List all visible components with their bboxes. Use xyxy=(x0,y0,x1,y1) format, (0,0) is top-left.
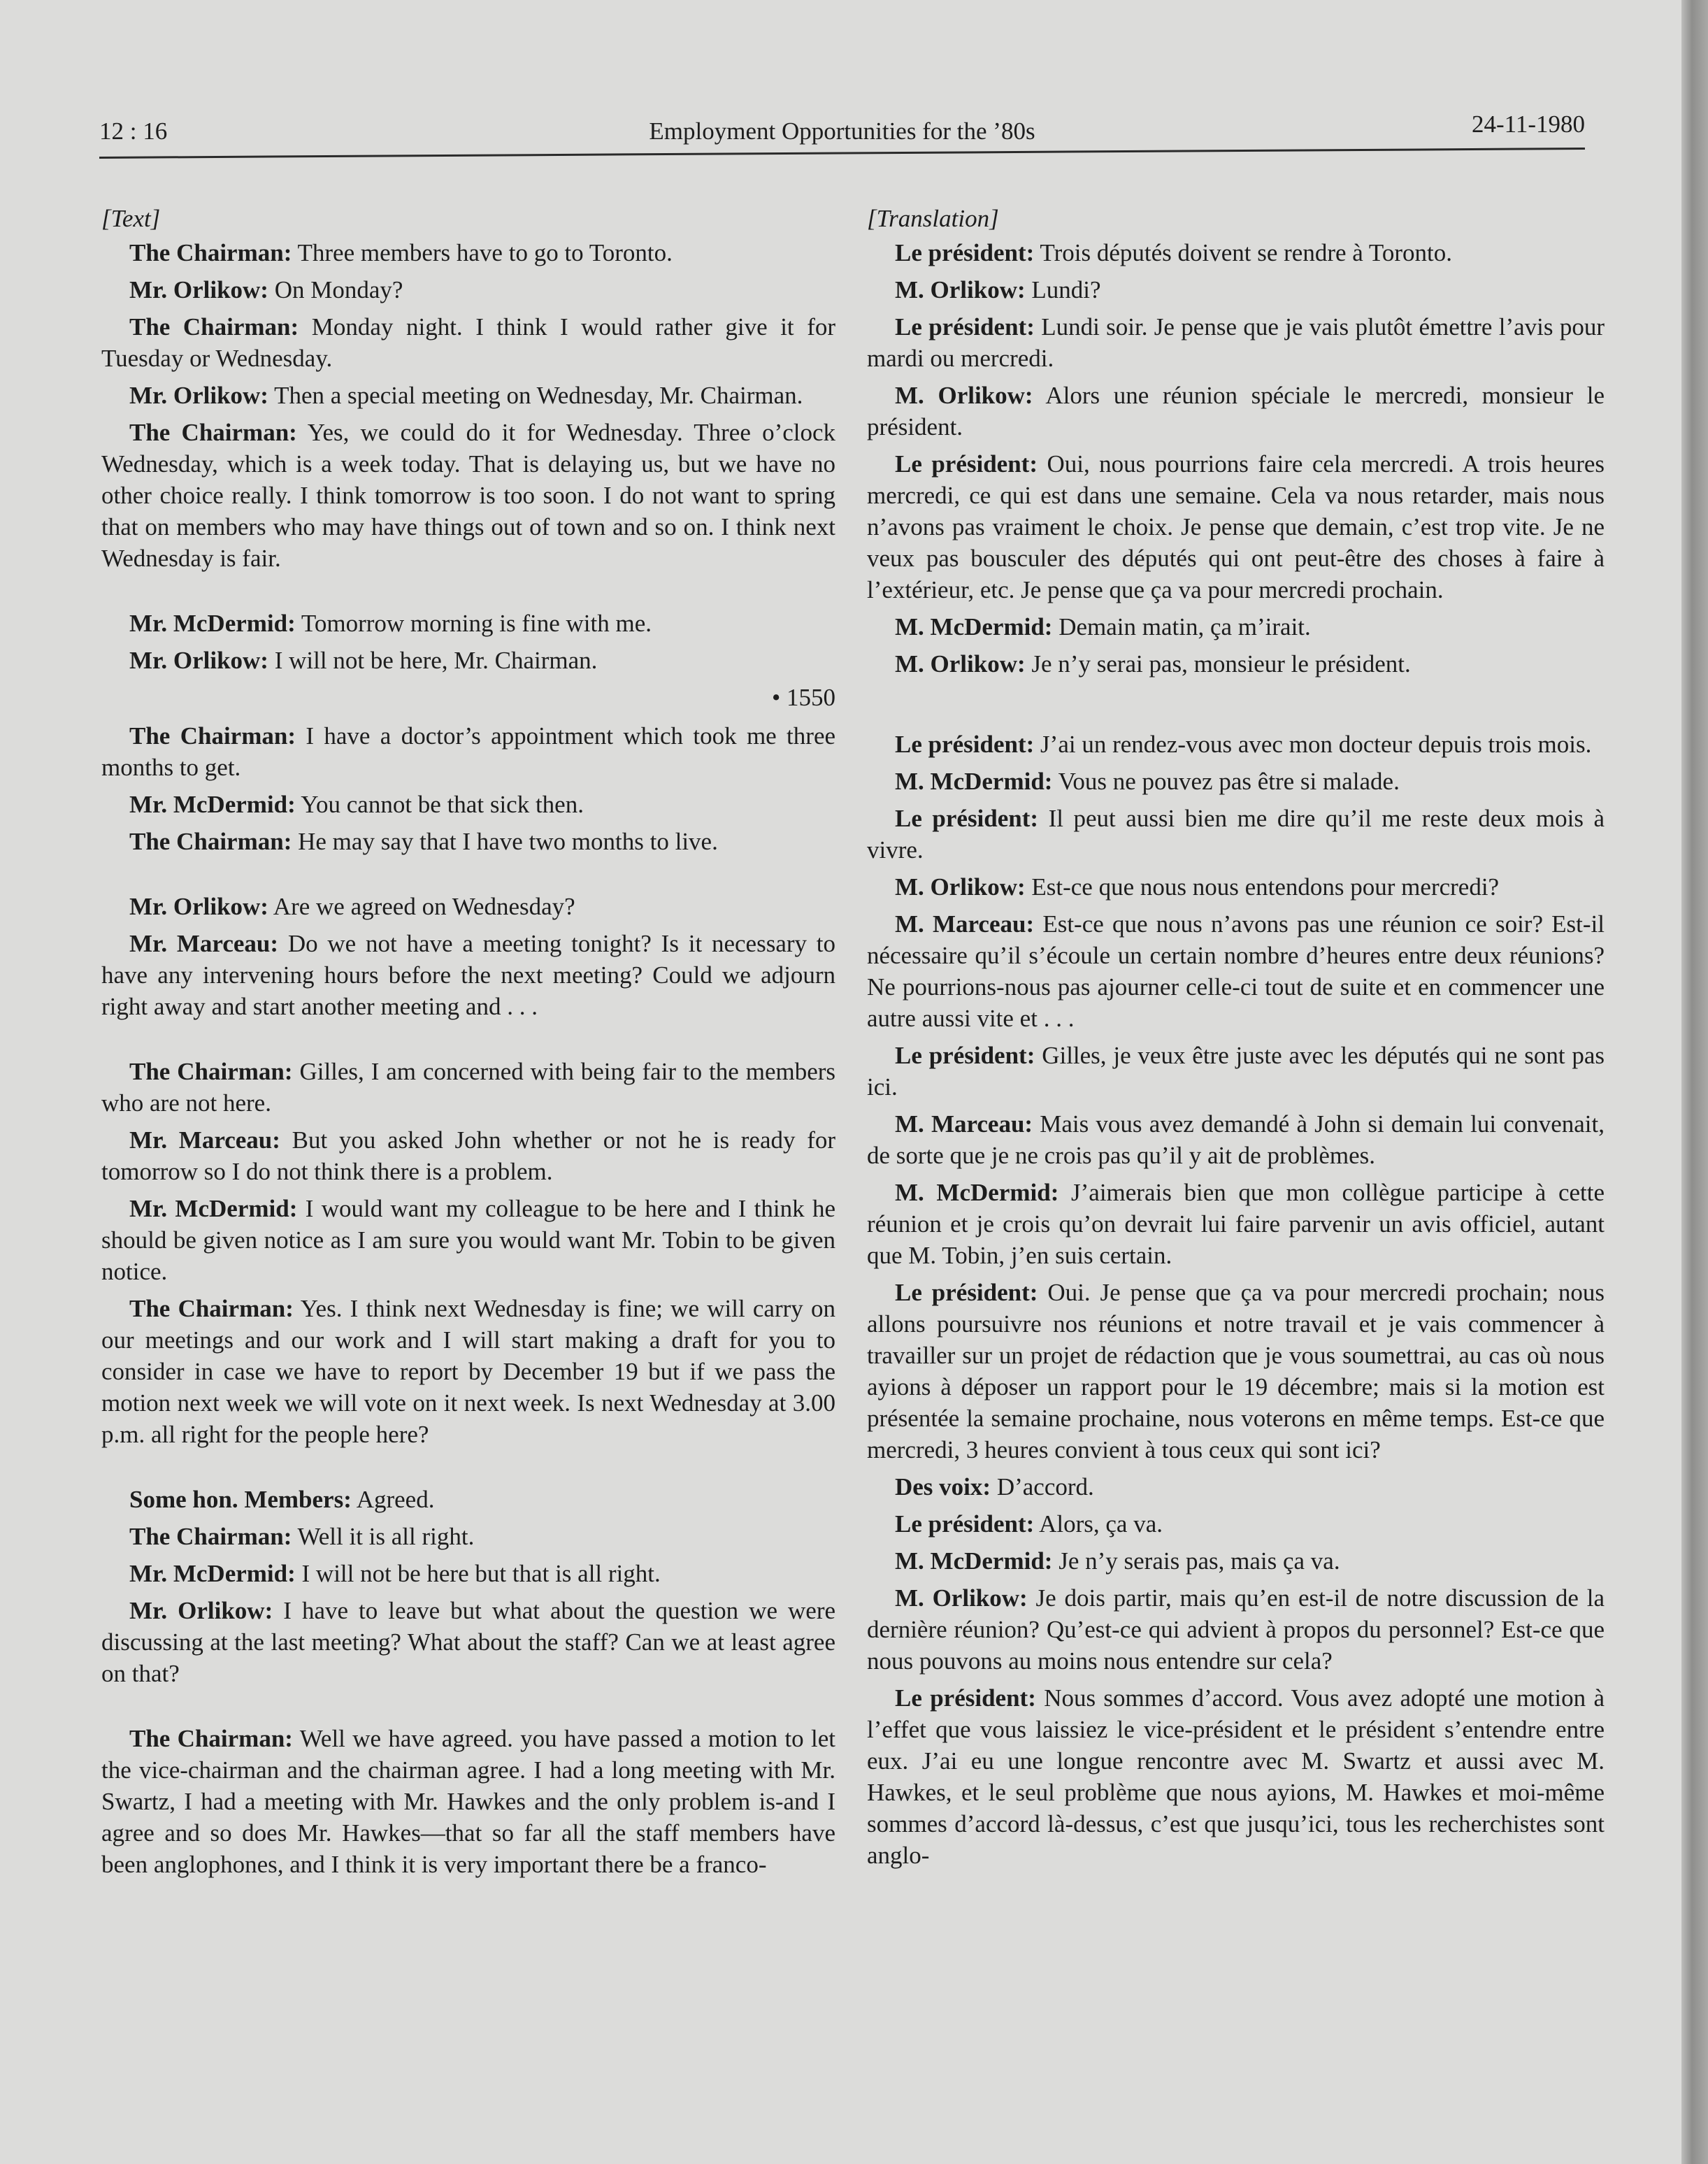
speech-text: I will not be here but that is all right. xyxy=(301,1560,661,1587)
speaker-name: Mr. Orlikow: xyxy=(129,276,268,303)
english-column xyxy=(101,203,835,1886)
speaker-name: Mr. McDermid: xyxy=(129,1195,298,1222)
transcript-entry xyxy=(101,274,835,306)
speech-text: Oui, nous pourrions faire cela mercredi. A trois heures mercredi, ce qui est dans une semaine. Cela va nous retarder, mais nous n’avons pas vraiment le choix. Je pense que demain, c’est trop vite. Je ne veux pas bousculer des députés qui ont peut-être des choses à faire à l’extérieur, etc. Je pense que ça va pour mercredi prochain. xyxy=(867,450,1605,603)
speaker-name: M. McDermid: xyxy=(895,1179,1059,1206)
transcript-entry xyxy=(867,1582,1605,1677)
speaker-name: M. McDermid: xyxy=(895,1547,1053,1575)
speech-text: J’ai un rendez-vous avec mon docteur depuis trois mois. xyxy=(1040,731,1592,758)
time-marker: • 1550 xyxy=(771,684,835,711)
transcript-entry xyxy=(867,611,1605,643)
speaker-name: M. Orlikow: xyxy=(895,1584,1028,1612)
transcript-entry xyxy=(101,417,835,574)
french-column xyxy=(867,203,1605,1877)
speaker-name: Some hon. Members: xyxy=(129,1486,352,1513)
speech-text: J’aimerais bien que mon collègue participe à cette réunion et je crois qu’on devrait lui faire parvenir un avis officiel, autant que M. Tobin, j’en suis certain. xyxy=(867,1179,1605,1269)
speech-text: Well we have agreed. you have passed a motion to let the vice-chairman and the chairman agree. I had a long meeting with Mr. Swartz, I had a meeting with Mr. Hawkes and the only problem is-and I agree and so does Mr. Hawkes—that so far all the staff members have been anglophones, and I think it is very important there be a franco- xyxy=(101,1725,835,1878)
speech-text: On Monday? xyxy=(274,276,403,303)
transcript-entry xyxy=(867,1508,1605,1540)
speech-text: Gilles, I am concerned with being fair to the members who are not here. xyxy=(101,1058,836,1117)
speech-text: Do we not have a meeting tonight? Is it necessary to have any intervening hours before the next meeting? Could we adjourn right away and start another meeting and . . . xyxy=(101,930,836,1020)
speech-text: Yes. I think next Wednesday is fine; we will carry on our meetings and our work and I will start making a draft for you to consider in case we have to report by December 19 but if we pass the motion next week we will vote on it next week. Is next Wednesday at 3.00 p.m. all right for the people here? xyxy=(101,1295,835,1448)
transcript-entry xyxy=(101,1723,835,1880)
transcript-entry xyxy=(101,311,835,374)
speech-text: Nous sommes d’accord. Vous avez adopté une motion à l’effet que vous laissiez le vice-président et le président s’entendre entre eux. J’ai eu une longue rencontre avec M. Swartz et aussi avec M. Hawkes, et le seul problème que nous ayions, M. Hawkes et moi-même sommes d’accord là-dessus, c’est que jusqu’ici, tous les recherchistes sont anglo- xyxy=(867,1684,1605,1869)
speech-text: Oui. Je pense que ça va pour mercredi prochain; nous allons poursuivre nos réunions et notre travail et je vais commencer à travailler sur un projet de rédaction que je vous soumettrai, au cas où nous ayions à déposer un rapport pour le 19 décembre; mais si la motion est présentée la semaine prochaine, nous voterons en même temps. Est-ce que mercredi, 3 heures convient à tous ceux qui sont ici? xyxy=(867,1279,1605,1463)
speech-text: I would want my colleague to be here and I think he should be given notice as I am sure you would want Mr. Tobin to be given notice. xyxy=(101,1195,835,1285)
speech-text: Il peut aussi bien me dire qu’il me reste deux mois à vivre. xyxy=(867,805,1605,864)
speech-text: Est-ce que nous n’avons pas une réunion ce soir? Est-il nécessaire qu’il s’écoule un certain nombre d’heures entre deux réunions? Ne pourrions-nous pas ajourner celle-ci tout de suite et en commencer une autre aussi vite et . . . xyxy=(867,910,1605,1032)
transcript-entry xyxy=(101,380,835,411)
speech-text: Lundi? xyxy=(1031,276,1101,303)
header-date: 24-11-1980 xyxy=(1471,110,1585,138)
column-label-translation: [Translation] xyxy=(867,205,999,232)
speaker-name: Le président: xyxy=(895,1510,1035,1538)
speech-text: Je dois partir, mais qu’en est-il de notre discussion de la dernière réunion? Qu’est-ce qui advient à propos du personnel? Est-ce que nous pouvons au moins nous entendre sur cela? xyxy=(867,1584,1605,1675)
speech-text: Trois députés doivent se rendre à Toronto. xyxy=(1040,239,1452,266)
speech-text: I will not be here, Mr. Chairman. xyxy=(274,647,598,674)
speaker-name: M. Orlikow: xyxy=(895,276,1026,303)
transcript-entry xyxy=(101,1193,835,1287)
speaker-name: Mr. McDermid: xyxy=(129,1560,296,1587)
column-label-text: [Text] xyxy=(101,205,161,232)
speech-text: Three members have to go to Toronto. xyxy=(297,239,673,266)
spacer xyxy=(101,580,835,608)
transcript-entry xyxy=(867,1471,1605,1503)
page-number: 12 : 16 xyxy=(99,117,168,145)
page-header xyxy=(99,105,1585,154)
speech-text: Alors, ça va. xyxy=(1039,1510,1163,1538)
transcript-entry xyxy=(867,311,1605,374)
speaker-name: Le président: xyxy=(895,450,1038,478)
transcript-entry xyxy=(867,448,1605,606)
speech-text: Well it is all right. xyxy=(297,1523,475,1550)
speaker-name: The Chairman: xyxy=(129,313,299,341)
speaker-name: The Chairman: xyxy=(129,1523,292,1550)
speaker-name: Mr. Orlikow: xyxy=(129,647,268,674)
speaker-name: M. Orlikow: xyxy=(895,382,1033,409)
speaker-name: The Chairman: xyxy=(129,419,297,446)
speech-text: Je n’y serais pas, mais ça va. xyxy=(1058,1547,1340,1575)
speaker-name: Le président: xyxy=(895,313,1035,341)
speech-text: Vous ne pouvez pas être si malade. xyxy=(1058,768,1400,795)
transcript-entry xyxy=(867,871,1605,903)
transcript-entry xyxy=(101,608,835,639)
speaker-name: Le président: xyxy=(895,1042,1035,1069)
speech-text: You cannot be that sick then. xyxy=(301,791,584,818)
speaker-name: Le président: xyxy=(895,1279,1038,1306)
speaker-name: M. Marceau: xyxy=(895,1110,1033,1138)
transcript-entry xyxy=(867,908,1605,1034)
speech-text: I have to leave but what about the question we were discussing at the last meeting? What about the staff? Can we at least agree on that? xyxy=(101,1597,836,1687)
speaker-name: Le président: xyxy=(895,731,1035,758)
spacer xyxy=(101,1456,835,1484)
speaker-name: Mr. Orlikow: xyxy=(129,893,268,920)
speech-text: Gilles, je veux être juste avec les députés qui ne sont pas ici. xyxy=(867,1042,1605,1101)
transcript-entry xyxy=(867,648,1605,680)
transcript-entry xyxy=(101,1521,835,1552)
transcript-entry xyxy=(101,928,835,1022)
transcript-entry xyxy=(101,826,835,857)
speech-text: Est-ce que nous nous entendons pour mercredi? xyxy=(1031,873,1500,901)
speech-text: Are we agreed on Wednesday? xyxy=(273,893,575,920)
spacer xyxy=(101,1028,835,1056)
speaker-name: The Chairman: xyxy=(129,1725,293,1752)
speech-text: Agreed. xyxy=(356,1486,435,1513)
speech-text: Lundi soir. Je pense que je vais plutôt émettre l’avis pour mardi ou mercredi. xyxy=(867,313,1605,372)
speaker-name: M. Orlikow: xyxy=(895,650,1026,678)
spacer xyxy=(101,1695,835,1723)
speech-text: Tomorrow morning is fine with me. xyxy=(301,610,652,637)
speaker-name: The Chairman: xyxy=(129,1295,294,1322)
speech-text: Alors une réunion spéciale le mercredi, monsieur le président. xyxy=(867,382,1605,440)
speech-text: Je n’y serai pas, monsieur le président. xyxy=(1031,650,1411,678)
transcript-entry xyxy=(867,274,1605,306)
speaker-name: Des voix: xyxy=(895,1473,991,1500)
speaker-name: Mr. Orlikow: xyxy=(129,382,268,409)
speaker-name: Le président: xyxy=(895,1684,1036,1712)
speaker-name: Le président: xyxy=(895,805,1039,832)
page-edge xyxy=(1681,0,1708,2164)
speaker-name: The Chairman: xyxy=(129,239,292,266)
speaker-name: Le président: xyxy=(895,239,1035,266)
transcript-entry xyxy=(867,1682,1605,1871)
speaker-name: M. Marceau: xyxy=(895,910,1035,938)
transcript-entry xyxy=(867,1108,1605,1171)
transcript-entry xyxy=(101,1124,835,1187)
speech-text: Monday night. I think I would rather give it for Tuesday or Wednesday. xyxy=(101,313,836,372)
transcript-entry xyxy=(101,789,835,820)
speaker-name: Mr. McDermid: xyxy=(129,610,296,637)
running-title: Employment Opportunities for the ’80s xyxy=(649,117,1035,145)
transcript-entry xyxy=(101,1293,835,1450)
spacer xyxy=(101,863,835,891)
transcript-entry xyxy=(101,1558,835,1589)
speech-text: Then a special meeting on Wednesday, Mr. Chairman. xyxy=(274,382,803,409)
speaker-name: Mr. Orlikow: xyxy=(129,1597,273,1624)
transcript-entry xyxy=(101,891,835,922)
transcript-entry xyxy=(867,1040,1605,1103)
speaker-name: Mr. McDermid: xyxy=(129,791,296,818)
transcript-entry xyxy=(101,237,835,268)
transcript-entry xyxy=(101,1484,835,1515)
speaker-name: Mr. Marceau: xyxy=(129,930,279,957)
spacer xyxy=(867,685,1605,729)
speech-text: I have a doctor’s appointment which took me three months to get. xyxy=(101,722,836,781)
speaker-name: M. McDermid: xyxy=(895,768,1053,795)
transcript-entry xyxy=(101,1595,835,1689)
speech-text: Mais vous avez demandé à John si demain lui convenait, de sorte que je ne crois pas qu’il y ait de problèmes. xyxy=(867,1110,1605,1169)
transcript-entry xyxy=(867,237,1605,268)
speech-text: He may say that I have two months to live. xyxy=(298,828,718,855)
speech-text: But you asked John whether or not he is ready for tomorrow so I do not think there is a problem. xyxy=(101,1126,836,1185)
transcript-entry xyxy=(867,729,1605,760)
transcript-entry xyxy=(101,1056,835,1119)
speaker-name: The Chairman: xyxy=(129,1058,293,1085)
speaker-name: Mr. Marceau: xyxy=(129,1126,280,1154)
speaker-name: The Chairman: xyxy=(129,828,292,855)
transcript-entry xyxy=(101,720,835,783)
speaker-name: M. Orlikow: xyxy=(895,873,1026,901)
transcript-entry xyxy=(867,766,1605,797)
speaker-name: The Chairman: xyxy=(129,722,296,750)
transcript-entry xyxy=(867,1277,1605,1466)
transcript-entry xyxy=(867,803,1605,866)
speaker-name: M. McDermid: xyxy=(895,613,1053,640)
speech-text: Yes, we could do it for Wednesday. Three o’clock Wednesday, which is a week today. That is delaying us, but we have no other choice really. I think tomorrow is too soon. I do not want to spring that on members who may have things out of town and so on. I think next Wednesday is fair. xyxy=(101,419,836,572)
speech-text: Demain matin, ça m’irait. xyxy=(1058,613,1311,640)
transcript-entry xyxy=(867,1545,1605,1577)
speech-text: D’accord. xyxy=(996,1473,1094,1500)
transcript-entry xyxy=(867,1177,1605,1271)
transcript-entry xyxy=(867,380,1605,443)
transcript-entry xyxy=(101,645,835,676)
